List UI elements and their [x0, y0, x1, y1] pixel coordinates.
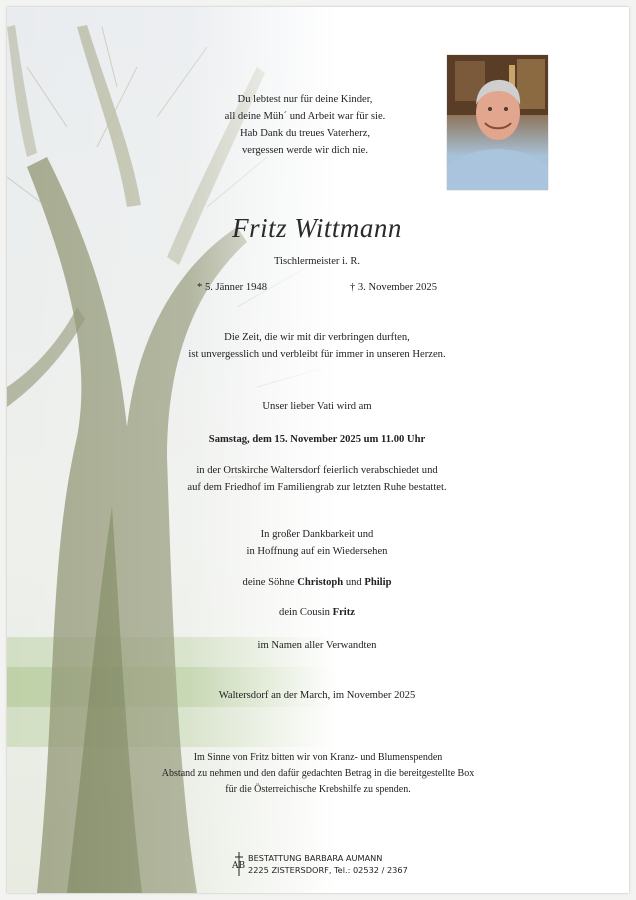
relatives-text: im Namen aller Verwandten: [257, 640, 377, 651]
sons-line: [167, 574, 467, 591]
thanks-line: in Hoffnung auf ein Wiedersehen: [246, 546, 388, 557]
deceased-name: Fritz Wittmann: [232, 213, 402, 243]
place-date: [167, 687, 467, 704]
cousin-name: Fritz: [332, 607, 355, 618]
donation-line: für die Österreichische Krebshilfe zu spenden.: [225, 784, 411, 795]
location-line: in der Ortskirche Waltersdorf feierlich verabschiedet und: [196, 465, 438, 476]
death-date: † 3. November 2025: [349, 282, 437, 293]
life-dates: [197, 282, 437, 293]
ceremony-datetime: [117, 431, 517, 448]
funeral-home-name: BESTATTUNG BARBARA AUMANN: [248, 853, 383, 863]
son-name: Christoph: [297, 577, 344, 588]
profession: [167, 253, 467, 270]
poem: [155, 91, 455, 159]
donation-line: Im Sinne von Fritz bitten wir von Kranz- und Blumenspenden: [193, 752, 443, 763]
thanks-line: In großer Dankbarkeit und: [260, 529, 374, 540]
announcement-intro: [167, 398, 467, 415]
thanks: [167, 526, 467, 560]
funeral-home-text: [248, 852, 408, 876]
mourners-relatives: [167, 637, 467, 654]
profession-text: Tischlermeister i. R.: [273, 256, 361, 267]
sons-and: und: [343, 577, 365, 588]
quote: [117, 329, 517, 363]
donation-line: Abstand zu nehmen und den dafür gedachten Betrag in die bereitgestellte Box: [161, 768, 475, 779]
sons-prefix: deine Söhne: [242, 577, 298, 588]
mourners-cousin: [167, 604, 467, 621]
funeral-home-address: 2225 ZISTERSDORF, Tel.: 02532 / 2367: [248, 865, 408, 875]
funeral-home: [232, 852, 408, 876]
poem-line: all deine Müh´ und Arbeit war für sie.: [224, 111, 386, 122]
funeral-home-logo: [232, 852, 246, 876]
portrait-photo: [447, 55, 548, 190]
intro-text: Unser lieber Vati wird am: [262, 401, 372, 412]
ceremony-location: [117, 462, 517, 496]
location-line: auf dem Friedhof im Familiengrab zur letzten Ruhe bestattet.: [187, 482, 447, 493]
quote-line: Die Zeit, die wir mit dir verbringen durften,: [224, 332, 410, 343]
ceremony-text: Samstag, dem 15. November 2025 um 11.00 Uhr: [208, 434, 426, 445]
son-name: Philip: [364, 577, 392, 588]
cousin-line: [167, 604, 467, 621]
birth-date: * 5. Jänner 1948: [197, 282, 268, 293]
obituary-content: [7, 7, 629, 893]
poem-line: vergessen werde wir dich nie.: [241, 145, 368, 156]
mourners-sons: [167, 574, 467, 591]
poem-line: Hab Dank du treues Vaterherz,: [239, 128, 371, 139]
place-date-text: Waltersdorf an der March, im November 2025: [218, 690, 416, 701]
poem-line: Du lebtest nur für deine Kinder,: [237, 94, 373, 105]
logo-text: AB: [232, 861, 246, 871]
obituary-page: [7, 7, 629, 893]
cousin-prefix: dein Cousin: [279, 607, 333, 618]
quote-line: ist unvergesslich und verbleibt für immer in unseren Herzen.: [188, 349, 446, 360]
donation-note: [147, 750, 489, 798]
